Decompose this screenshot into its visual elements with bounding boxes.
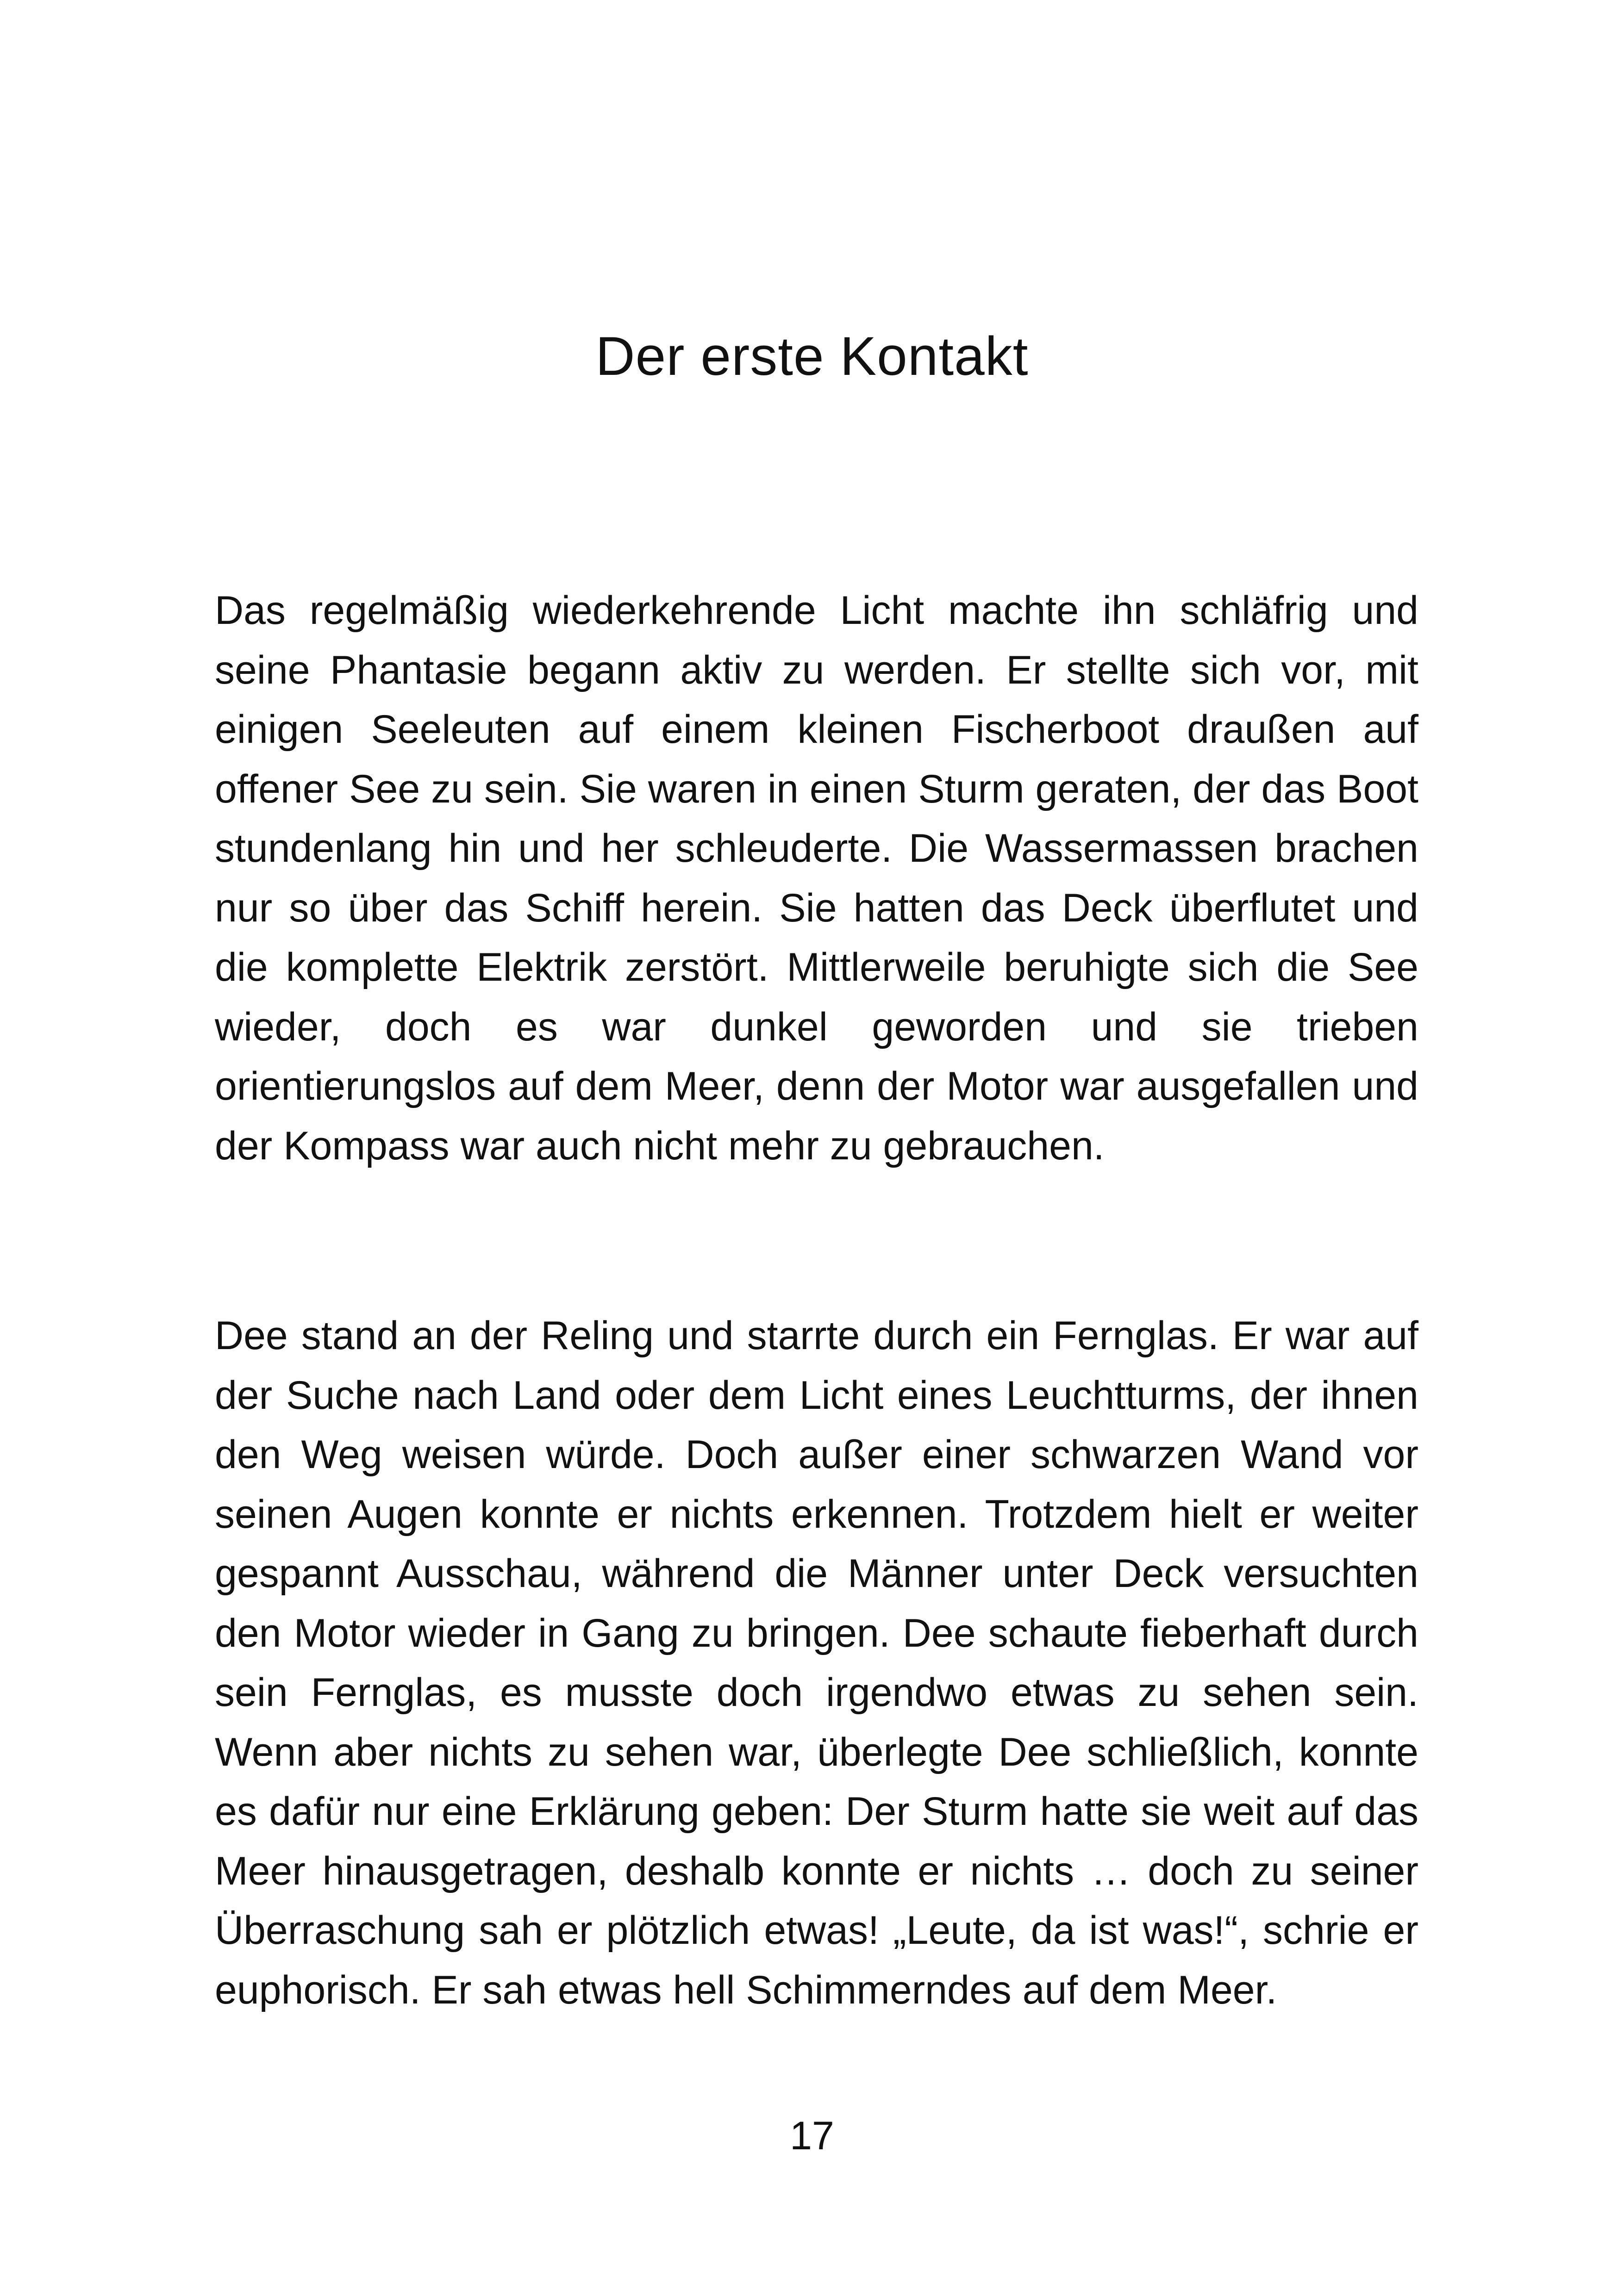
page-number: 17 — [790, 2114, 834, 2158]
paragraph-1: Das regelmäßig wiederkehrende Licht machte ihn schläfrig und seine Phantasie begann aktiv zu werden. Er stellte sich vor, mit einigen Seeleuten auf einem kleinen Fischerboot draußen auf offener See zu sein. Sie waren in einen Sturm geraten, der das Boot stundenlang hin und her schleuderte. Die Wassermassen brachen nur so über das Schiff herein. Sie hatten das Deck überflutet und die komplette Elektrik zerstört. Mittlerweile beruhigte sich die See wieder, doch es war dunkel geworden und sie trieben orientierungslos auf dem Meer, denn der Motor war ausgefallen und der Kompass war auch nicht mehr zu gebrauchen. — [215, 588, 1418, 1168]
paragraph-2: Dee stand an der Reling und starrte durch ein Fernglas. Er war auf der Suche nach Land oder dem Licht eines Leuchtturms, der ihnen den Weg weisen würde. Doch außer einer schwarzen Wand vor seinen Augen konnte er nichts erkennen. Trotzdem hielt er weiter gespannt Ausschau, während die Männer unter Deck versuchten den Motor wieder in Gang zu bringen. Dee schaute fieberhaft durch sein Fernglas, es musste doch irgendwo etwas zu sehen sein. Wenn aber nichts zu sehen war, überlegte Dee schließlich, konnte es dafür nur eine Erklärung geben: Der Sturm hatte sie weit auf das Meer hinausgetragen, deshalb konnte er nichts … doch zu seiner Überraschung sah er plötzlich etwas! „Leute, da ist was!“, schrie er euphorisch. Er sah etwas hell Schimmerndes auf dem Meer. — [215, 1313, 1418, 2012]
chapter-title: Der erste Kontakt — [595, 326, 1029, 387]
